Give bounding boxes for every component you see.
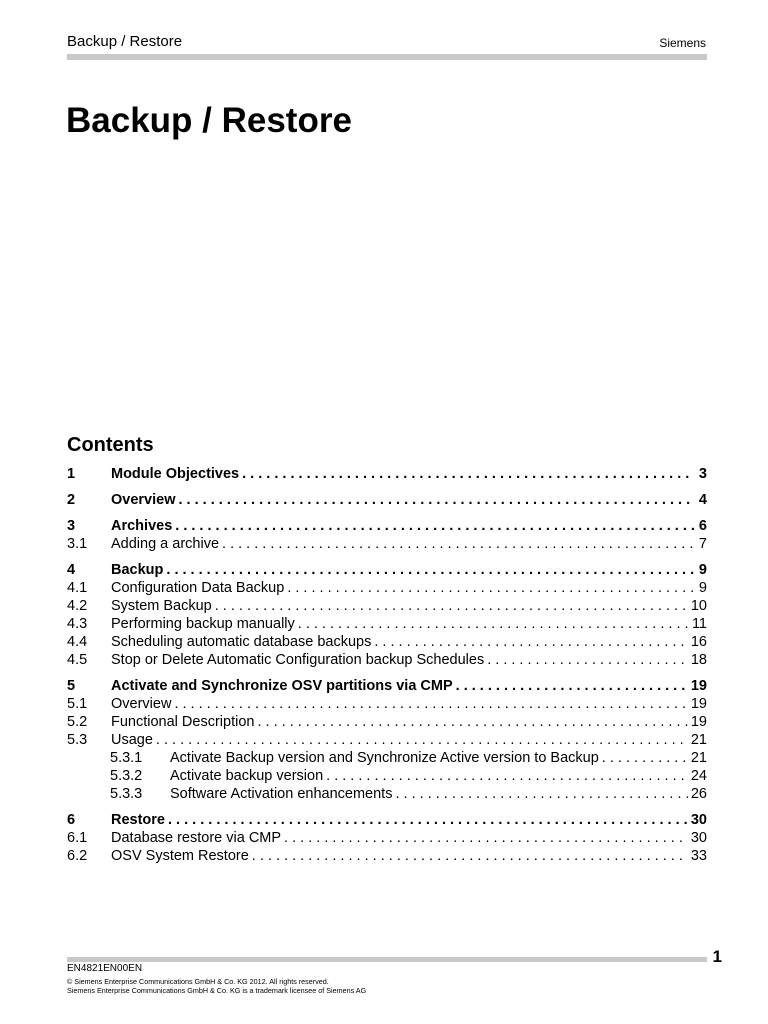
- footer-divider: [67, 957, 707, 962]
- toc-entry-number: 5.2: [67, 714, 88, 730]
- toc-entry-title: Backup: [111, 562, 164, 578]
- toc-entry-page: 11: [691, 616, 707, 632]
- toc-entry[interactable]: [67, 597, 707, 615]
- toc-entry-page: 26: [690, 786, 707, 802]
- toc-entry-number: 6: [67, 812, 76, 828]
- toc-entry-number: 1: [67, 466, 76, 482]
- toc-entry-page: 21: [690, 750, 707, 766]
- toc-entry-page: 21: [690, 732, 707, 748]
- toc-dot-leader: [172, 517, 694, 535]
- toc-entry-title: Usage: [111, 732, 153, 748]
- toc-dot-leader: [212, 597, 688, 615]
- toc-entry-number: 2: [67, 492, 76, 508]
- toc-entry[interactable]: [67, 491, 707, 509]
- toc-entry-page: 16: [690, 634, 707, 650]
- toc-entry[interactable]: [67, 615, 707, 633]
- toc-entry[interactable]: [67, 767, 707, 785]
- toc-dot-leader: [165, 811, 688, 829]
- toc-entry-number: 5.3.3: [110, 786, 143, 802]
- toc-entry-page: 10: [690, 598, 707, 614]
- toc-entry[interactable]: [67, 713, 707, 731]
- toc-entry-page: 9: [698, 562, 707, 578]
- toc-dot-leader: [323, 767, 688, 785]
- toc-entry-title: Activate and Synchronize OSV partitions via CMP: [111, 678, 453, 694]
- toc-dot-leader: [219, 535, 694, 553]
- toc-entry-page: 19: [690, 714, 707, 730]
- toc-entry-title: Software Activation enhancements: [170, 786, 393, 802]
- toc-dot-leader: [171, 695, 687, 713]
- contents-heading: Contents: [67, 434, 154, 456]
- running-header-company: Siemens: [659, 36, 706, 50]
- toc-entry-title: Activate Backup version and Synchronize Active version to Backup: [170, 750, 599, 766]
- document-id: EN4821EN00EN: [67, 963, 143, 974]
- toc-entry-page: 9: [698, 580, 707, 596]
- toc-entry[interactable]: [67, 731, 707, 749]
- toc-entry-number: 5.3.2: [110, 768, 143, 784]
- toc-entry-page: 19: [690, 678, 707, 694]
- copyright-notice: © Siemens Enterprise Communications GmbH & Co. KG 2012. All rights reserved.: [67, 977, 329, 986]
- table-of-contents: [67, 465, 707, 865]
- running-header-title: Backup / Restore: [67, 33, 183, 50]
- toc-dot-leader: [153, 731, 688, 749]
- toc-entry-title: Restore: [111, 812, 165, 828]
- toc-dot-leader: [599, 749, 688, 767]
- header-divider: [67, 54, 707, 60]
- toc-entry-number: 3.1: [67, 536, 88, 552]
- toc-entry-number: 4.1: [67, 580, 88, 596]
- toc-dot-leader: [453, 677, 688, 695]
- toc-entry[interactable]: [67, 847, 707, 865]
- toc-entry-title: Adding a archive: [111, 536, 220, 552]
- toc-entry-number: 5.1: [67, 696, 88, 712]
- toc-entry[interactable]: [67, 695, 707, 713]
- toc-dot-leader: [254, 713, 687, 731]
- toc-dot-leader: [176, 491, 695, 509]
- toc-entry-title: Module Objectives: [111, 466, 240, 482]
- toc-entry-page: 33: [690, 848, 707, 864]
- toc-entry-number: 4.4: [67, 634, 88, 650]
- toc-entry-page: 24: [690, 768, 707, 784]
- toc-dot-leader: [281, 829, 688, 847]
- toc-entry[interactable]: [67, 465, 707, 483]
- toc-dot-leader: [239, 465, 694, 483]
- toc-entry-number: 3: [67, 518, 76, 534]
- trademark-notice: Siemens Enterprise Communications GmbH & Co. KG is a trademark licensee of Siemens AG: [67, 986, 367, 995]
- page-number: 1: [712, 947, 722, 966]
- toc-entry[interactable]: [67, 517, 707, 535]
- toc-dot-leader: [392, 785, 687, 803]
- toc-entry[interactable]: [67, 633, 707, 651]
- toc-entry[interactable]: [67, 535, 707, 553]
- toc-entry-title: Activate backup version: [170, 768, 324, 784]
- toc-entry-title: Scheduling automatic database backups: [111, 634, 372, 650]
- toc-dot-leader: [295, 615, 689, 633]
- toc-entry-number: 4.2: [67, 598, 88, 614]
- toc-entry-title: Overview: [111, 492, 176, 508]
- toc-entry-title: Overview: [111, 696, 172, 712]
- toc-dot-leader: [163, 561, 694, 579]
- toc-entry-number: 5.3.1: [110, 750, 143, 766]
- toc-entry-title: Functional Description: [111, 714, 255, 730]
- toc-dot-leader: [249, 847, 688, 865]
- toc-dot-leader: [284, 579, 694, 597]
- toc-dot-leader: [371, 633, 687, 651]
- toc-entry[interactable]: [67, 785, 707, 803]
- toc-entry-title: OSV System Restore: [111, 848, 249, 864]
- toc-entry-title: Stop or Delete Automatic Configuration backup Schedules: [111, 652, 485, 668]
- toc-entry-number: 6.1: [67, 830, 88, 846]
- toc-entry-title: Database restore via CMP: [111, 830, 282, 846]
- toc-entry-page: 7: [698, 536, 707, 552]
- toc-entry[interactable]: [67, 811, 707, 829]
- toc-entry[interactable]: [67, 561, 707, 579]
- toc-entry-page: 3: [698, 466, 707, 482]
- toc-entry-page: 19: [690, 696, 707, 712]
- page-title: Backup / Restore: [66, 101, 352, 140]
- toc-entry[interactable]: [67, 677, 707, 695]
- toc-entry[interactable]: [67, 749, 707, 767]
- toc-entry-page: 6: [698, 518, 707, 534]
- toc-entry-page: 30: [690, 812, 707, 828]
- toc-entry-number: 4.5: [67, 652, 88, 668]
- toc-entry-title: Archives: [111, 518, 173, 534]
- toc-entry[interactable]: [67, 651, 707, 669]
- toc-dot-leader: [484, 651, 688, 669]
- toc-entry[interactable]: [67, 579, 707, 597]
- toc-entry-page: 4: [698, 492, 707, 508]
- toc-entry[interactable]: [67, 829, 707, 847]
- toc-entry-title: Configuration Data Backup: [111, 580, 285, 596]
- toc-entry-page: 18: [690, 652, 707, 668]
- toc-entry-number: 4: [67, 562, 76, 578]
- toc-entry-number: 4.3: [67, 616, 88, 632]
- toc-entry-page: 30: [690, 830, 707, 846]
- toc-entry-title: Performing backup manually: [111, 616, 295, 632]
- toc-entry-number: 5: [67, 678, 76, 694]
- toc-entry-number: 5.3: [67, 732, 88, 748]
- toc-entry-title: System Backup: [111, 598, 212, 614]
- toc-entry-number: 6.2: [67, 848, 88, 864]
